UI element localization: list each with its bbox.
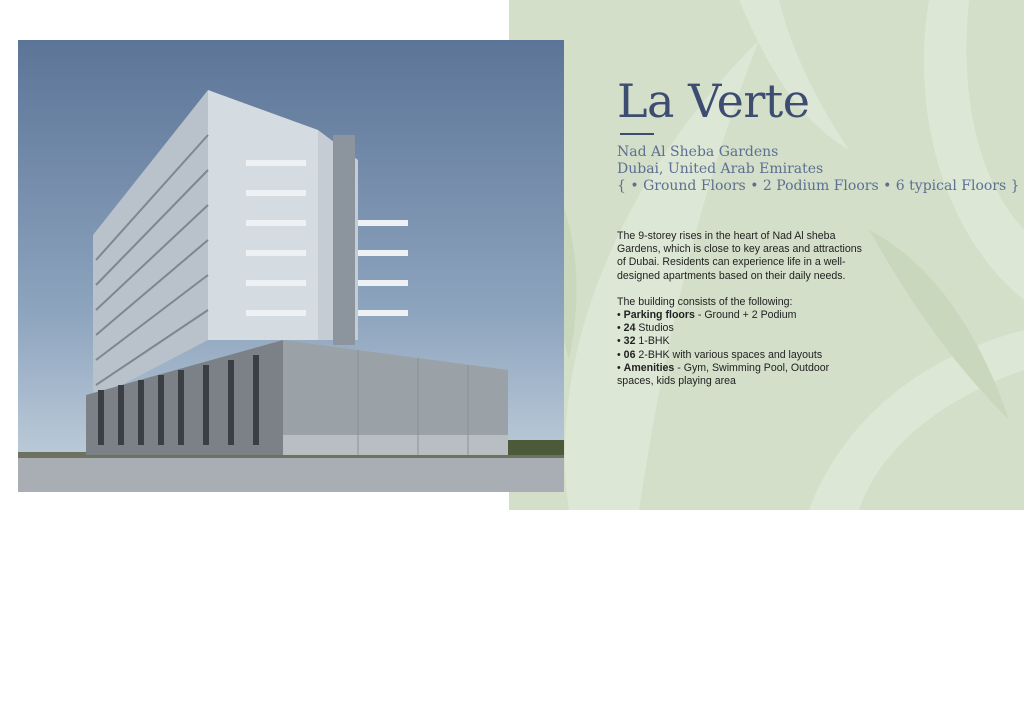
bullet-glyph: •: [617, 361, 621, 374]
list-item-label: 24: [623, 322, 636, 335]
bullet-glyph: •: [617, 309, 621, 322]
location-city-country: Dubai, United Arab Emirates: [617, 161, 824, 177]
title-underline-divider: [620, 133, 654, 135]
list-item-label: 32: [623, 335, 636, 348]
list-item-detail: 1-BHK: [635, 335, 670, 348]
list-item-detail: Studios: [635, 322, 674, 335]
bullet-glyph: •: [617, 348, 621, 361]
list-item: [617, 349, 867, 362]
list-item: [617, 362, 867, 388]
bullet-glyph: •: [617, 322, 621, 335]
list-item-detail: - Gym, Swimming Pool, Outdoor spaces, kids playing area: [617, 361, 830, 388]
list-item-label: 06: [623, 348, 636, 361]
list-item: [617, 309, 867, 322]
list-heading: The building consists of the following:: [617, 295, 793, 308]
intro-paragraph: The 9-storey rises in the heart of Nad Al sheba Gardens, which is close to key areas and attractions of Dubai. Residents can experience life in a well-designed apartments based on their daily needs.: [617, 230, 862, 282]
project-description: [617, 230, 867, 388]
list-item-label: Parking floors: [623, 309, 695, 322]
list-item-detail: - Ground + 2 Podium: [694, 309, 797, 322]
list-item-detail: 2-BHK with various spaces and layouts: [635, 348, 823, 361]
bullet-glyph: •: [617, 335, 621, 348]
location-community: Nad Al Sheba Gardens: [617, 144, 779, 160]
list-item: [617, 335, 867, 348]
building-render-image: [18, 40, 564, 492]
list-item: [617, 322, 867, 335]
project-title: La Verte: [617, 74, 810, 128]
list-item-label: Amenities: [623, 361, 675, 374]
floors-summary: { • Ground Floors • 2 Podium Floors • 6 typical Floors }: [617, 178, 1020, 194]
